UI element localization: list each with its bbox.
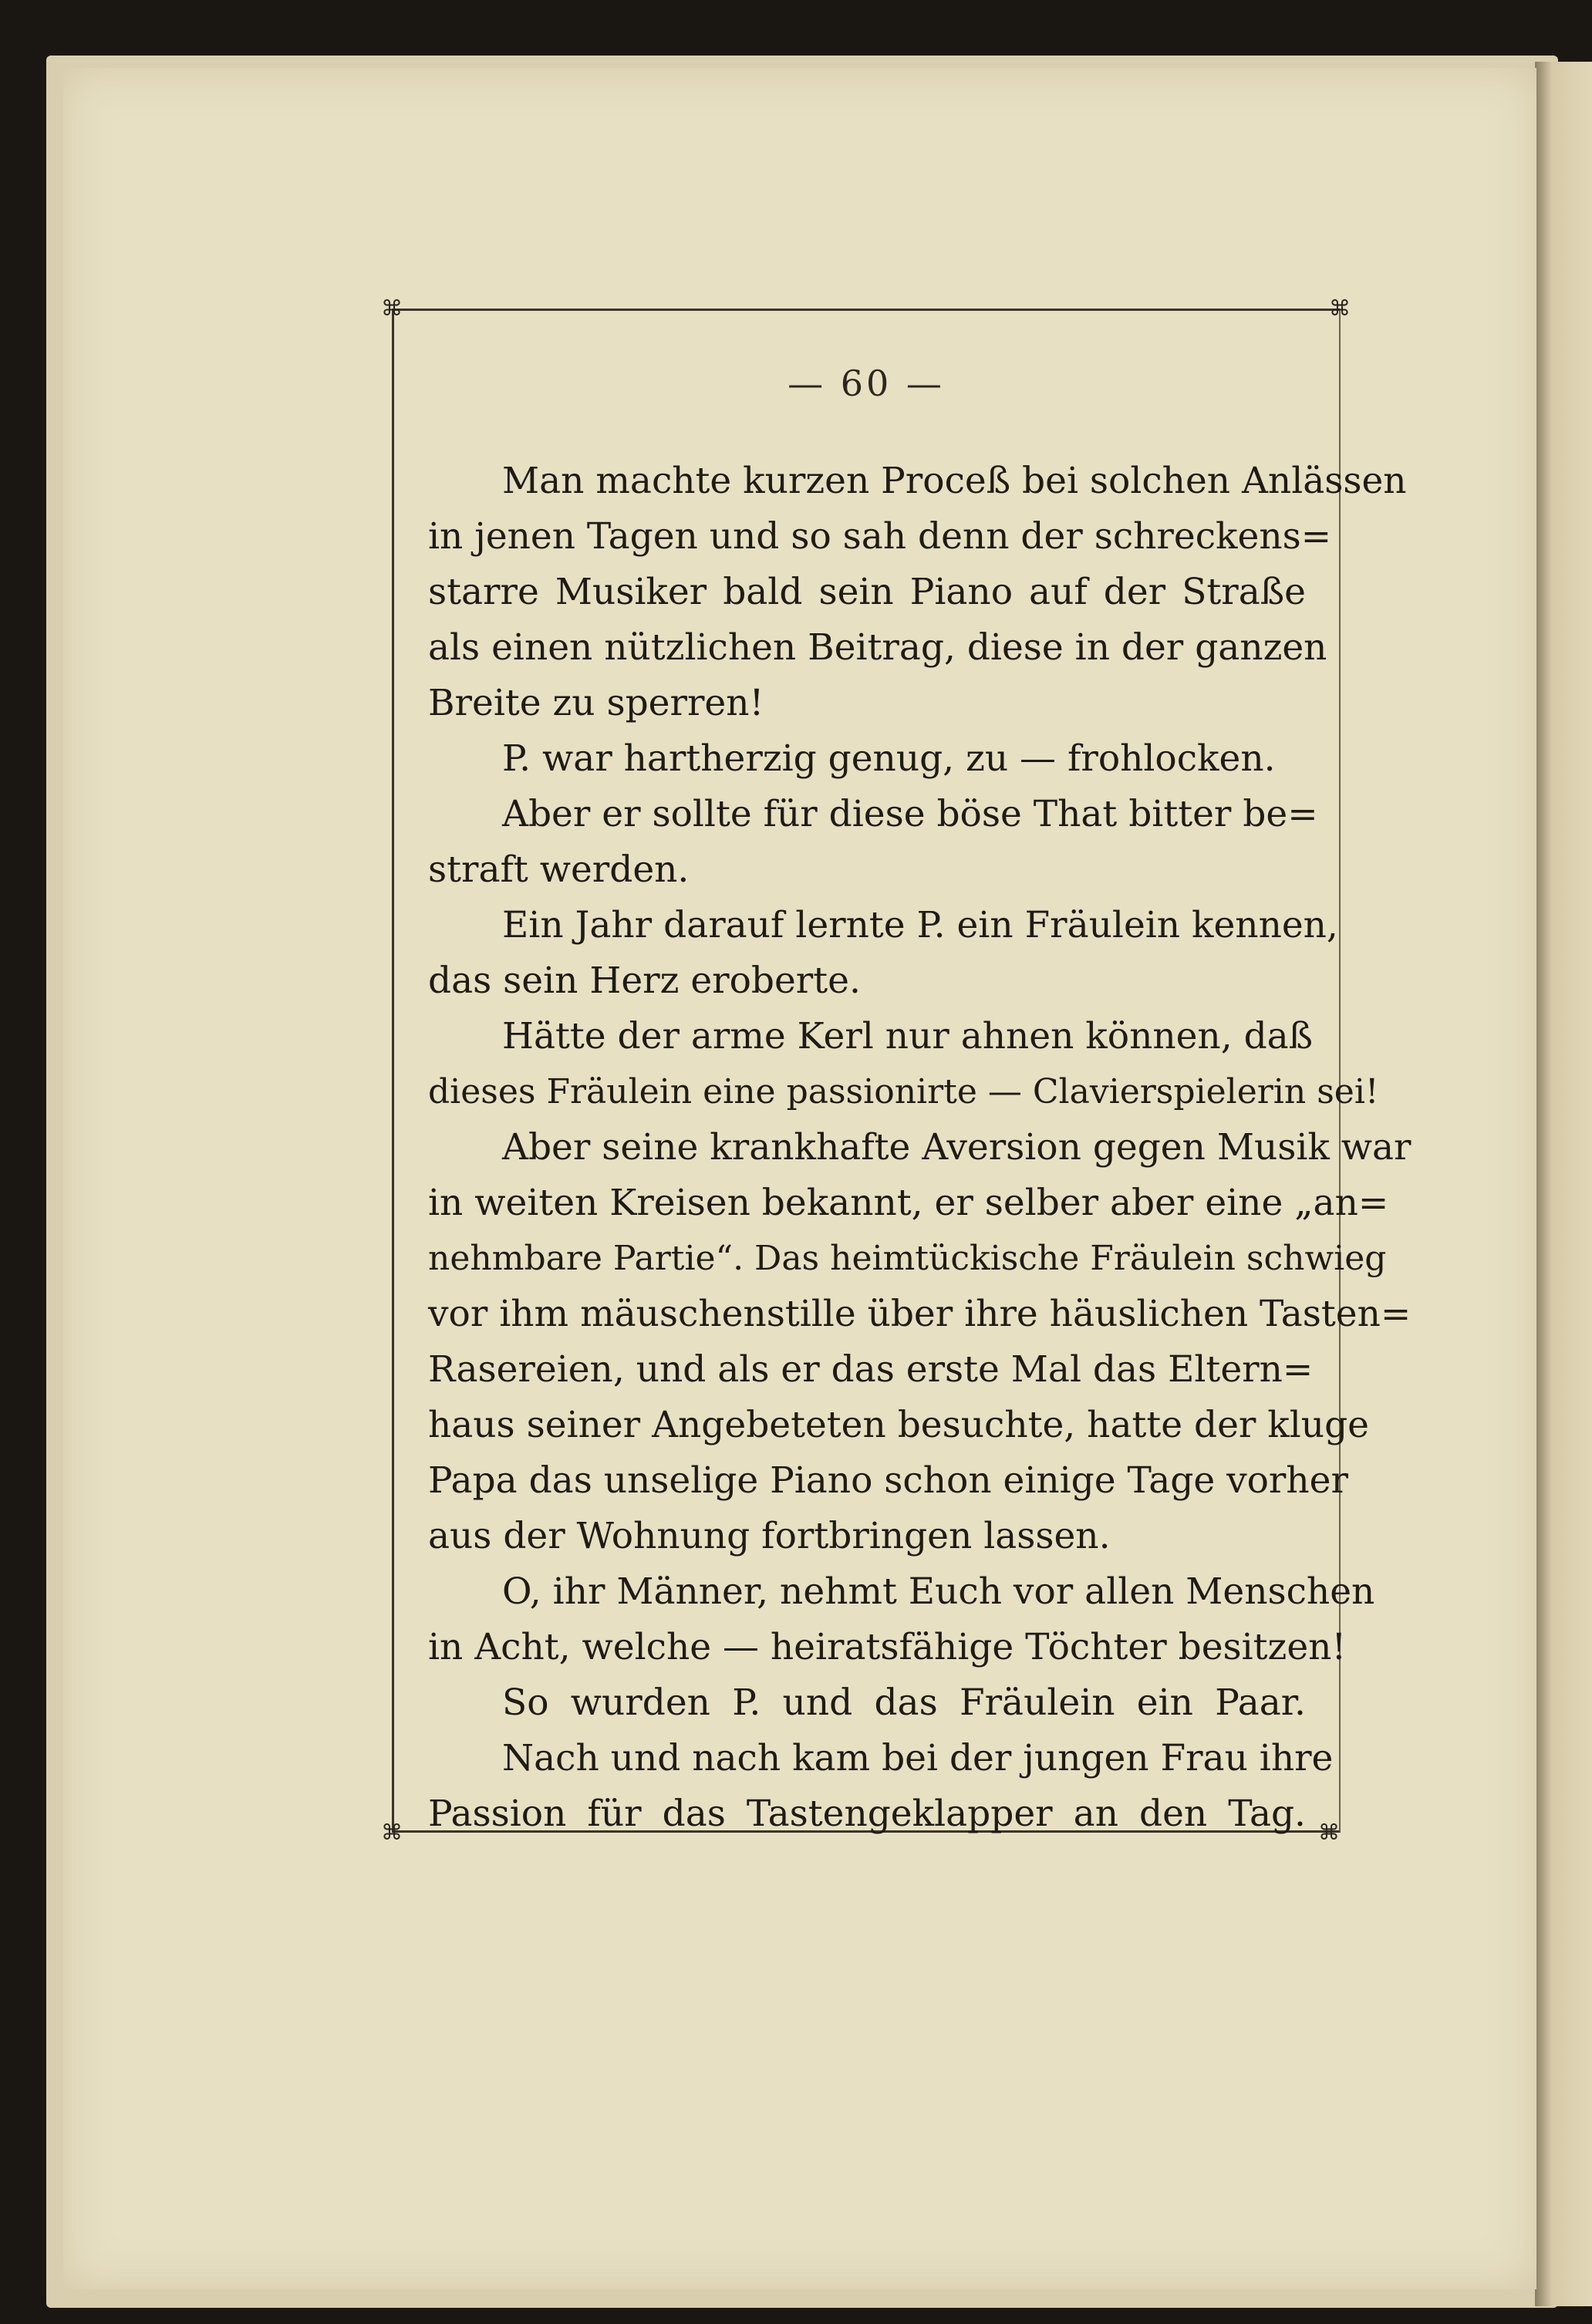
cross-ornament-icon: ⌘ xyxy=(381,295,403,321)
text-line: dieses Fräulein eine passionirte — Clavierspielerin sei! xyxy=(428,1072,1379,1111)
page-number: — 60 — xyxy=(788,363,945,404)
next-page-edge xyxy=(1535,62,1592,2306)
text-line: vor ihm mäuschenstille über ihre häuslichen Tasten= xyxy=(428,1293,1412,1335)
text-line: nehmbare Partie“. Das heimtückische Fräulein schwieg xyxy=(428,1239,1387,1278)
text-line: Man machte kurzen Proceß bei solchen Anlässen xyxy=(502,460,1407,502)
text-line: das sein Herz eroberte. xyxy=(428,960,861,1002)
text-line: O, ihr Männer, nehmt Euch vor allen Menschen xyxy=(502,1570,1375,1613)
text-line: Aber seine krankhafte Aversion gegen Musik war xyxy=(502,1126,1412,1169)
text-line: Nach und nach kam bei der jungen Frau ihre xyxy=(502,1737,1334,1779)
cross-ornament-icon: ⌘ xyxy=(381,1820,403,1845)
cross-ornament-icon: ⌘ xyxy=(1329,295,1351,321)
text-line: Breite zu sperren! xyxy=(428,682,764,724)
text-line: straft werden. xyxy=(428,848,690,891)
text-line: aus der Wohnung fortbringen lassen. xyxy=(428,1515,1111,1557)
text-line: So wurden P. und das Fräulein ein Paar. xyxy=(502,1681,1306,1724)
body-text xyxy=(428,454,1412,1842)
text-line: Papa das unselige Piano schon einige Tage vorher xyxy=(428,1459,1348,1502)
text-line: in weiten Kreisen bekannt, er selber aber eine „an= xyxy=(428,1182,1389,1224)
text-line: Passion für das Tastengeklapper an den Tag. xyxy=(428,1793,1306,1835)
text-line: P. war hartherzig genug, zu — frohlocken. xyxy=(502,737,1276,780)
cross-ornament-icon: ⌘ xyxy=(1318,1820,1340,1845)
text-line: in Acht, welche — heiratsfähige Töchter besitzen! xyxy=(428,1626,1347,1668)
text-line: in jenen Tagen und so sah denn der schreckens= xyxy=(428,515,1332,558)
text-line: Aber er sollte für diese böse That bitter be= xyxy=(502,793,1318,835)
text-line: als einen nützlichen Beitrag, diese in der ganzen xyxy=(428,626,1327,669)
text-line: haus seiner Angebeteten besuchte, hatte der kluge xyxy=(428,1404,1369,1446)
text-line: Hätte der arme Kerl nur ahnen können, daß xyxy=(502,1015,1314,1057)
text-line: Ein Jahr darauf lernte P. ein Fräulein kennen, xyxy=(502,904,1338,946)
text-line: starre Musiker bald sein Piano auf der Straße xyxy=(428,571,1306,613)
text-line: Rasereien, und als er das erste Mal das Eltern= xyxy=(428,1348,1314,1391)
